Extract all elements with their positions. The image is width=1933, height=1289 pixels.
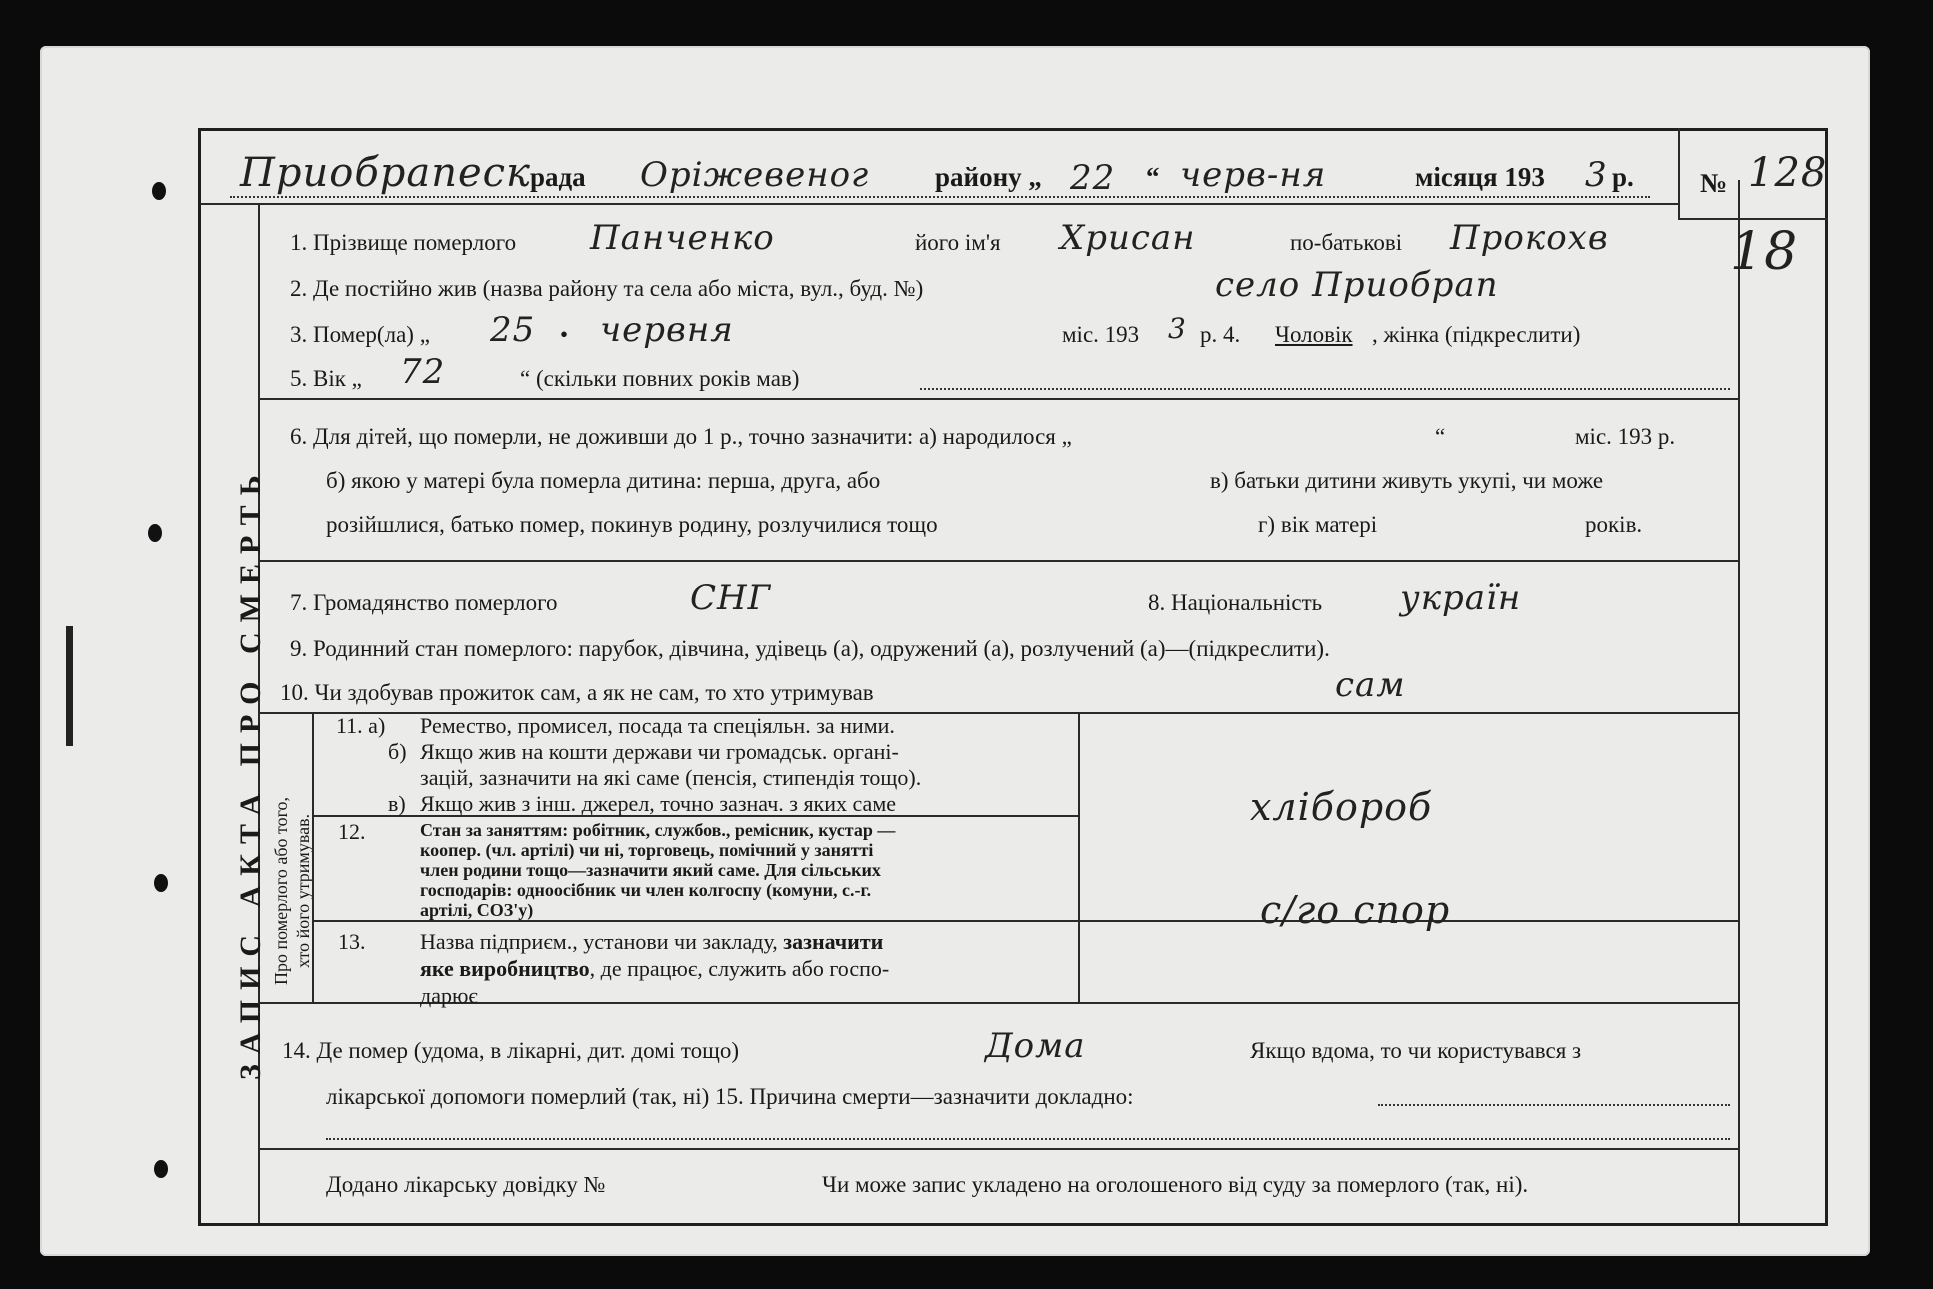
row14-suffix: Якщо вдома, то чи користувався з: [1250, 1038, 1582, 1063]
place-of-death-handwritten: Дома: [985, 1026, 1086, 1066]
row14-label: 14. Де помер (удома, в лікарні, дит. домі тощо): [282, 1038, 740, 1063]
punch-hole: [154, 874, 168, 892]
surname-handwritten: Панченко: [590, 218, 775, 258]
row9-label: 9. Родинний стан померлого: парубок, дівчина, удівець (а), одружений (а), розлучений (а)—(підкреслити).: [290, 636, 1330, 661]
side-title: ЗАПИС АКТА ПРО СМЕРТЬ: [234, 465, 267, 1080]
row12-line: артілі, СОЗ'у): [420, 900, 534, 920]
row11-c-label: в): [388, 791, 406, 816]
dotted-line: [326, 1138, 1730, 1140]
margin-mark: [66, 626, 73, 746]
section-rule: [258, 1148, 1738, 1150]
row11-a: Ремество, промисел, посада та спеціяльн. за ними.: [420, 713, 895, 738]
row6-line3a: розійшлися, батько помер, покинув родину, розлучилися тощо: [326, 512, 938, 537]
row6-line2b: в) батьки дитини живуть укупі, чи може: [1210, 468, 1604, 493]
block-rule: [312, 920, 1738, 922]
number-label: №: [1700, 168, 1728, 198]
month-handwritten: черв-ня: [1180, 155, 1327, 195]
age-handwritten: 72: [400, 352, 446, 392]
punch-hole: [154, 1160, 168, 1178]
section-rule: [258, 560, 1738, 562]
record-number-handwritten: 128: [1748, 150, 1828, 196]
row11-b1: Якщо жив на кошти держави чи громадськ. органі-: [420, 739, 899, 764]
row8-label: 8. Національність: [1148, 590, 1323, 615]
side-subtitle: [270, 797, 314, 985]
block-border: [1078, 712, 1080, 1002]
block-border: [312, 712, 314, 1002]
row2-label: 2. Де постійно жив (назва району та села або міста, вул., буд. №): [290, 276, 924, 301]
row6-line1-end: міс. 193 р.: [1575, 424, 1676, 449]
name-handwritten: Хрисан: [1060, 218, 1196, 258]
row6-line2a: б) якою у матері була померла дитина: перша, друга, або: [326, 468, 881, 493]
row12-line: член родини тощо—зазначити який саме. Для сільських: [420, 860, 881, 880]
row6-line1: 6. Для дітей, що померли, не доживши до 1 р., точно зазначити: а) народилося „: [290, 424, 1072, 449]
day-handwritten: 22: [1070, 158, 1116, 198]
council-label: рада: [530, 162, 586, 192]
row12-line: коопер. (чл. артілі) чи ні, торговець, помічний у занятті: [420, 840, 874, 860]
row15-label: лікарської допомоги померлий (так, ні) 15. Причина смерти—зазначити докладно:: [326, 1084, 1134, 1109]
death-month-handwritten: червня: [600, 310, 734, 350]
row11-number: 11. а): [336, 713, 386, 738]
row13-text: [420, 928, 889, 1009]
district-handwritten: Оріжевеног: [640, 155, 870, 195]
row12-text: [420, 820, 895, 920]
employment-status-handwritten: с/го спор: [1260, 888, 1451, 932]
row11-b-label: б): [388, 739, 407, 764]
right-column-border: [1738, 180, 1740, 1225]
name-label: його ім'я: [915, 230, 1001, 255]
citizenship-handwritten: СНГ: [690, 578, 772, 618]
date-separator: •: [560, 322, 569, 347]
month-label: місяця 193: [1415, 162, 1545, 192]
year-digit-handwritten: 3: [1585, 155, 1608, 195]
side-subtitle-line: Про померлого або того,: [271, 796, 291, 985]
row4-label: р. 4.: [1200, 322, 1241, 347]
row13-line1: Назва підприєм., установи чи закладу,: [420, 929, 778, 954]
header-dotted-line: [230, 196, 1650, 198]
row13-line3: дарює: [420, 983, 478, 1008]
residence-handwritten: село Приобрап: [1215, 265, 1499, 305]
patronymic-handwritten: Прокохв: [1450, 218, 1609, 258]
court-label: Чи може запис укладено на оголошеного від суду за померлого (так, ні).: [822, 1172, 1529, 1197]
header-rule: [200, 203, 1678, 205]
row1-label: 1. Прізвище померлого: [290, 230, 517, 255]
side-number-handwritten: 18: [1730, 222, 1799, 282]
self-supported-handwritten: сам: [1335, 665, 1406, 705]
row7-label: 7. Громадянство померлого: [290, 590, 558, 615]
row6-quote: “: [1435, 424, 1446, 449]
row11-c: Якщо жив з інш. джерел, точно зазнач. з яких саме: [420, 791, 897, 816]
punch-hole: [152, 182, 166, 200]
year-suffix: р.: [1612, 162, 1634, 192]
row13-line2: , де працює, служить або госпо-: [589, 956, 890, 981]
council-handwritten: Приобрапеск: [240, 150, 531, 196]
number-box-border: [1678, 128, 1680, 220]
row12-line: господарів: одноосібник чи член колгоспу (комуни, с.-г.: [420, 880, 872, 900]
sex-options: , жінка (підкреслити): [1372, 322, 1581, 347]
punch-hole: [148, 524, 162, 542]
row12-number: 12.: [338, 819, 366, 844]
row12-line: Стан за заняттям: робітник, службов., ремісник, кустар —: [420, 820, 896, 840]
dotted-line: [920, 388, 1730, 390]
row11-b2: зацій, зазначити на які саме (пенсія, стипендія тощо).: [420, 765, 922, 790]
male-option-underlined: Чоловік: [1275, 322, 1353, 347]
row6-line3c: років.: [1585, 512, 1643, 537]
death-year-handwritten: 3: [1168, 312, 1187, 345]
row13-bold: зазначити: [783, 929, 884, 954]
district-label: району „: [935, 162, 1042, 192]
row10-label: 10. Чи здобував прожиток сам, а як не сам, то хто утримував: [280, 680, 874, 705]
patronymic-label: по-батькові: [1290, 230, 1403, 255]
row5-label: 5. Вік „: [290, 366, 362, 391]
row6-line3b: г) вік матері: [1258, 512, 1378, 537]
quote-mark: “: [1146, 162, 1160, 192]
section-rule: [258, 398, 1738, 400]
side-subtitle-line: хто його утримував.: [293, 813, 313, 969]
death-day-handwritten: 25: [490, 310, 536, 350]
month-year-label: міс. 193: [1062, 322, 1140, 347]
row13-bold: яке виробництво: [420, 956, 590, 981]
number-box-border: [1678, 218, 1828, 220]
nationality-handwritten: україн: [1400, 578, 1522, 618]
age-hint: “ (скільки повних років мав): [520, 366, 800, 391]
certificate-label: Додано лікарську довідку №: [326, 1172, 606, 1197]
occupation-handwritten: хлібороб: [1250, 785, 1433, 829]
dotted-line: [1378, 1104, 1730, 1106]
row13-number: 13.: [338, 929, 366, 954]
row3-label: 3. Помер(ла) „: [290, 322, 430, 347]
